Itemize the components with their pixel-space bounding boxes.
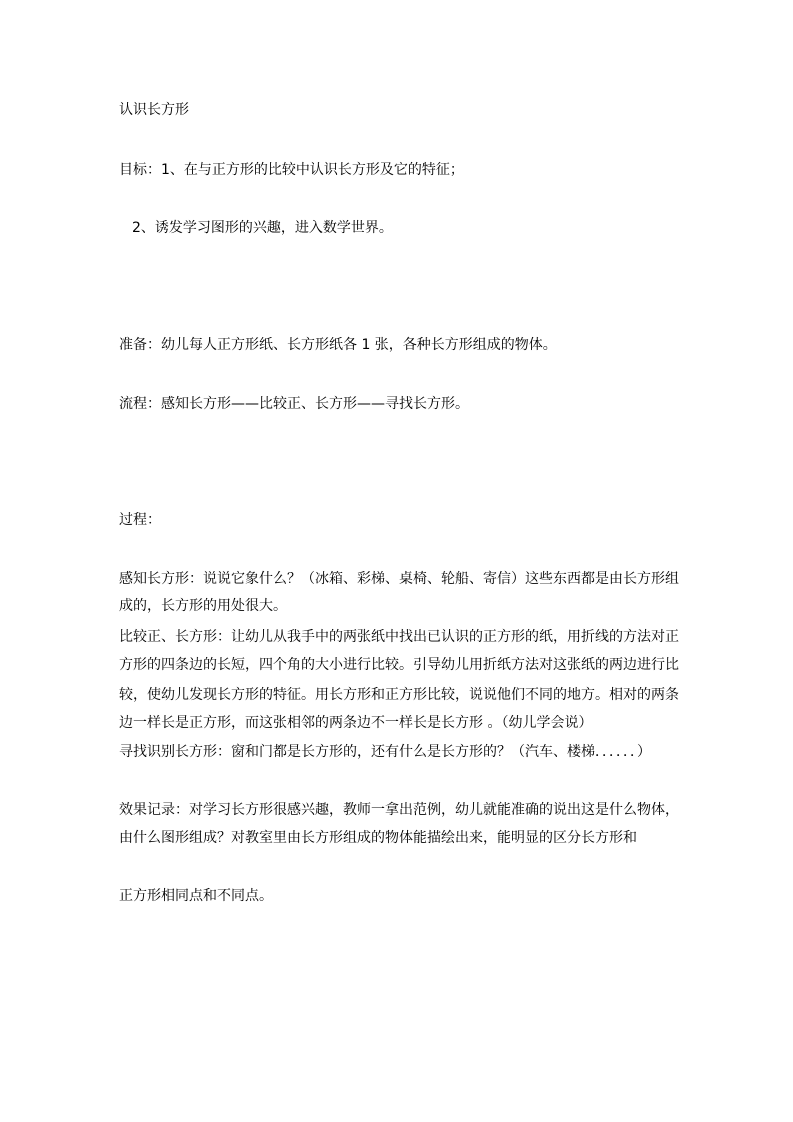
find-line: 寻找识别长方形：窗和门都是长方形的，还有什么是长方形的？（汽车、楼梯．．．．．．） [119,744,651,760]
compare-line-2: 方形的四条边的长短，四个角的大小进行比较。引导幼儿用折纸方法对这张纸的两边进行比 [119,657,679,673]
effect-line-1: 效果记录：对学习长方形很感兴趣，教师一拿出范例，幼儿就能准确的说出这是什么物体， [119,802,679,818]
perceive-line-1: 感知长方形：说说它象什么？（冰箱、彩梯、桌椅、轮船、寄信）这些东西都是由长方形组 [119,571,679,587]
goal-line-1: 目标：1、在与正方形的比较中认识长方形及它的特征； [119,162,464,178]
flow-line: 流程：感知长方形——比较正、长方形——寻找长方形。 [119,396,469,412]
effect-line-3: 正方形相同点和不同点。 [119,888,273,904]
compare-line-1: 比较正、长方形：让幼儿从我手中的两张纸中找出已认识的正方形的纸，用折线的方法对正 [119,629,679,645]
perceive-line-2: 成的，长方形的用处很大。 [119,598,287,614]
effect-line-2: 由什么图形组成？对教室里由长方形组成的物体能描绘出来，能明显的区分长方形和 [119,830,637,846]
goal-line-2: 2、诱发学习图形的兴趣，进入数学世界。 [132,220,393,236]
document-title: 认识长方形 [119,102,189,118]
compare-line-4: 边一样长是正方形，而这张相邻的两条边不一样长是长方形 。（幼儿学会说） [119,715,593,731]
preparation-line: 准备：幼儿每人正方形纸、长方形纸各 1 张，各种长方形组成的物体。 [119,337,557,353]
process-heading: 过程： [119,512,161,528]
compare-line-3: 较，使幼儿发现长方形的特征。用长方形和正方形比较，说说他们不同的地方。相对的两条 [119,687,679,703]
